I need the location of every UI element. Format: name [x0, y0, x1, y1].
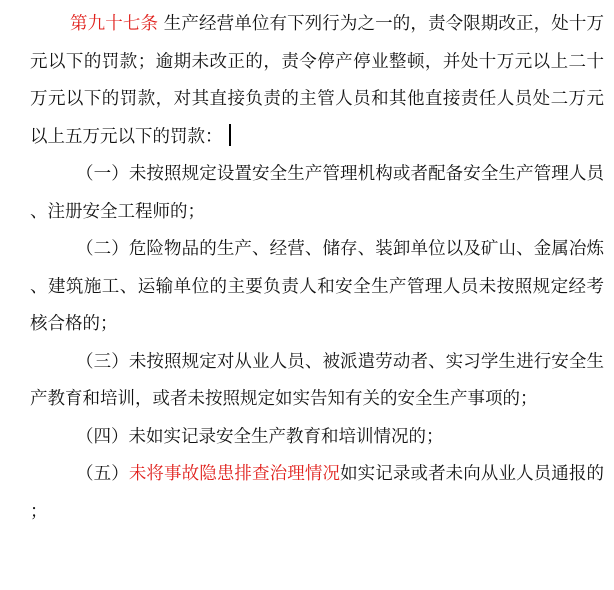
item-text: 如实记录或者未向从业人员通报的；: [30, 464, 605, 522]
article-heading: 第九十七条: [70, 14, 159, 34]
item-prefix: （三）: [76, 351, 129, 372]
list-item: [30, 344, 604, 419]
item-text: 未按照规定设置安全生产管理机构或者配备安全生产管理人员、注册安全工程师的；: [30, 164, 605, 222]
list-item: [30, 419, 604, 457]
item-text: 危险物品的生产、经营、储存、装卸单位以及矿山、金属冶炼、建筑施工、运输单位的主要负责人和安全生产管理人员未按照规定经考核合格的；: [30, 239, 605, 334]
article-body: 生产经营单位有下列行为之一的，责令限期改正，处十万元以下的罚款；逾期未改正的，责令停产停业整顿，并处十万元以上二十万元以下的罚款，对其直接负责的主管人员和其他直接责任人员处二万元以上五万元以下的罚款：: [30, 14, 605, 147]
item-highlight: 未将事故隐患排查治理情况: [128, 464, 341, 484]
item-text: 未如实记录安全生产教育和培训情况的；: [128, 426, 444, 447]
item-prefix: （一）: [76, 164, 129, 184]
item-prefix: （五）: [76, 464, 129, 484]
list-item: [30, 156, 604, 231]
item-prefix: （二）: [76, 239, 129, 259]
item-text: 未按照规定对从业人员、被派遣劳动者、实习学生进行安全生产教育和培训，或者未按照规定如实告知有关的安全生产事项的；: [30, 351, 605, 409]
list-item: [30, 231, 604, 344]
item-prefix: （四）: [76, 426, 129, 447]
text-cursor: [229, 124, 231, 146]
article-97-paragraph: [30, 6, 604, 156]
list-item: [30, 456, 604, 531]
